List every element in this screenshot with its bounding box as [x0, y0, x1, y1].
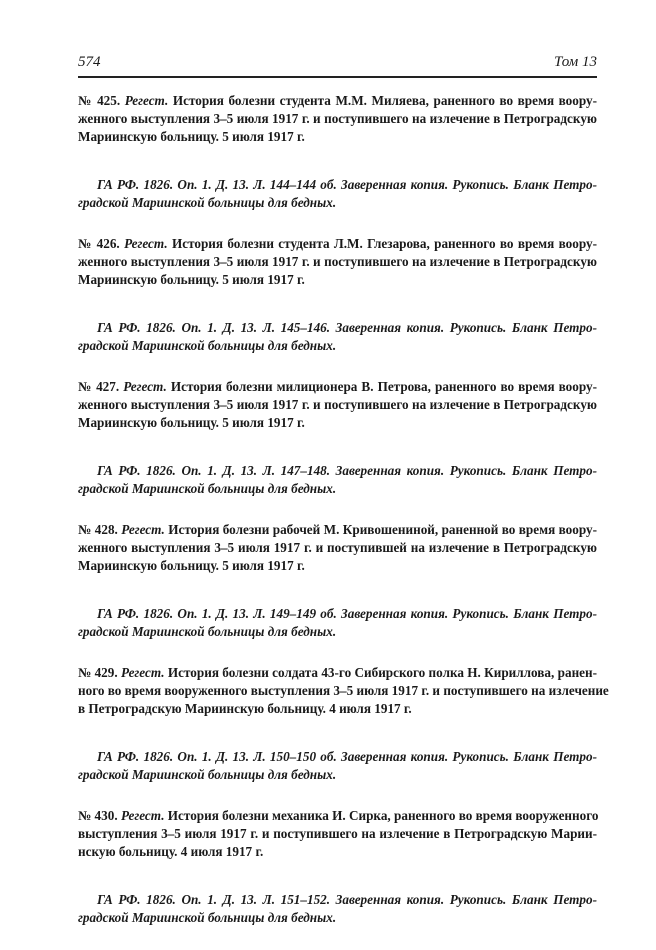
page-number: 574 [78, 54, 101, 70]
entry-number: № 425. [78, 93, 121, 108]
archive-reference [78, 605, 597, 641]
text-line: ГА РФ. 1826. Оп. 1. Д. 13. Л. 147–148. Заверенная копия. Рукопись. Бланк Петро- [97, 463, 597, 478]
running-header [78, 54, 597, 78]
text-line: женного выступления 3–5 июля 1917 г. и поступившей на излечение в Петроградскую [78, 540, 597, 555]
text-line: ГА РФ. 1826. Оп. 1. Д. 13. Л. 149–149 об. Заверенная копия. Рукопись. Бланк Петро- [97, 606, 597, 621]
text-line: женного выступления 3–5 июля 1917 г. и поступившего на излечение в Петроградскую [78, 111, 597, 126]
text-line [78, 378, 597, 396]
regest-label: Регест. [121, 665, 165, 680]
regest-label: Регест. [121, 522, 165, 537]
text-line: градской Мариинской больницы для бедных. [78, 195, 337, 210]
line-text: История болезни механика И. Сирка, раненного во время вооруженного [167, 808, 599, 823]
entry-number: № 426. [78, 236, 120, 251]
text-line: Мариинскую больницу. 5 июля 1917 г. [78, 558, 305, 573]
text-line: выступления 3–5 июля 1917 г. и поступившего на излечение в Петроградскую Марии- [78, 826, 597, 841]
text-line: нскую больницу. 4 июля 1917 г. [78, 844, 264, 859]
text-line [78, 92, 597, 110]
entry-number: № 428. [78, 522, 118, 537]
regest-paragraph [78, 807, 597, 861]
regest-label: Регест. [124, 93, 169, 108]
text-line: в Петроградскую Мариинскую больницу. 4 июля 1917 г. [78, 701, 412, 716]
line-text: История болезни студента Л.М. Глезарова, раненного во время воору- [171, 236, 597, 251]
document-entry [78, 235, 597, 378]
line-text: История болезни студента М.М. Миляева, раненного во время воору- [172, 93, 598, 108]
text-line: градской Мариинской больницы для бедных. [78, 767, 337, 782]
volume-label: Том 13 [553, 54, 597, 70]
regest-label: Регест. [124, 236, 168, 251]
archive-reference [78, 176, 597, 212]
text-line: градской Мариинской больницы для бедных. [78, 481, 337, 496]
document-entry [78, 664, 609, 807]
text-line: Мариинскую больницу. 5 июля 1917 г. [78, 272, 305, 287]
line-text: История болезни милиционера В. Петрова, раненного во время воору- [170, 379, 597, 394]
text-line: ГА РФ. 1826. Оп. 1. Д. 13. Л. 151–152. Заверенная копия. Рукопись. Бланк Петро- [97, 892, 597, 907]
text-line: женного выступления 3–5 июля 1917 г. и поступившего на излечение в Петроградскую [78, 397, 597, 412]
regest-paragraph [78, 378, 597, 432]
text-line: ГА РФ. 1826. Оп. 1. Д. 13. Л. 150–150 об. Заверенная копия. Рукопись. Бланк Петро- [97, 749, 597, 764]
entry-number: № 427. [78, 379, 120, 394]
regest-paragraph [78, 235, 597, 289]
document-entry [78, 521, 597, 664]
archive-reference [78, 462, 597, 498]
text-line: женного выступления 3–5 июля 1917 г. и поступившего на излечение в Петроградскую [78, 254, 597, 269]
archive-reference [78, 319, 597, 355]
regest-paragraph [78, 92, 597, 146]
document-entry [78, 807, 597, 950]
text-line: Мариинскую больницу. 5 июля 1917 г. [78, 129, 305, 144]
text-line: ного во время вооруженного выступления 3–5 июля 1917 г. и поступившего на излечение [78, 683, 609, 698]
text-line: градской Мариинской больницы для бедных. [78, 338, 337, 353]
line-text: История болезни солдата 43-го Сибирского полка Н. Кириллова, ранен- [167, 665, 598, 680]
text-line: градской Мариинской больницы для бедных. [78, 624, 337, 639]
text-line: Мариинскую больницу. 5 июля 1917 г. [78, 415, 305, 430]
document-entry [78, 92, 597, 235]
text-line: ГА РФ. 1826. Оп. 1. Д. 13. Л. 144–144 об. Заверенная копия. Рукопись. Бланк Петро- [97, 177, 597, 192]
document-body [78, 92, 609, 950]
regest-paragraph [78, 521, 597, 575]
text-line [78, 807, 597, 825]
text-line: ГА РФ. 1826. Оп. 1. Д. 13. Л. 145–146. Заверенная копия. Рукопись. Бланк Петро- [97, 320, 597, 335]
archive-reference [78, 891, 597, 927]
text-line [78, 521, 597, 539]
archive-reference [78, 748, 597, 784]
text-line [78, 664, 597, 682]
line-text: История болезни рабочей М. Кривошениной, раненной во время воору- [168, 522, 598, 537]
entry-number: № 429. [78, 665, 118, 680]
text-line: градской Мариинской больницы для бедных. [78, 910, 337, 925]
document-entry [78, 378, 597, 521]
regest-paragraph [78, 664, 609, 718]
text-line [78, 235, 597, 253]
entry-number: № 430. [78, 808, 118, 823]
regest-label: Регест. [120, 808, 165, 823]
regest-label: Регест. [123, 379, 167, 394]
